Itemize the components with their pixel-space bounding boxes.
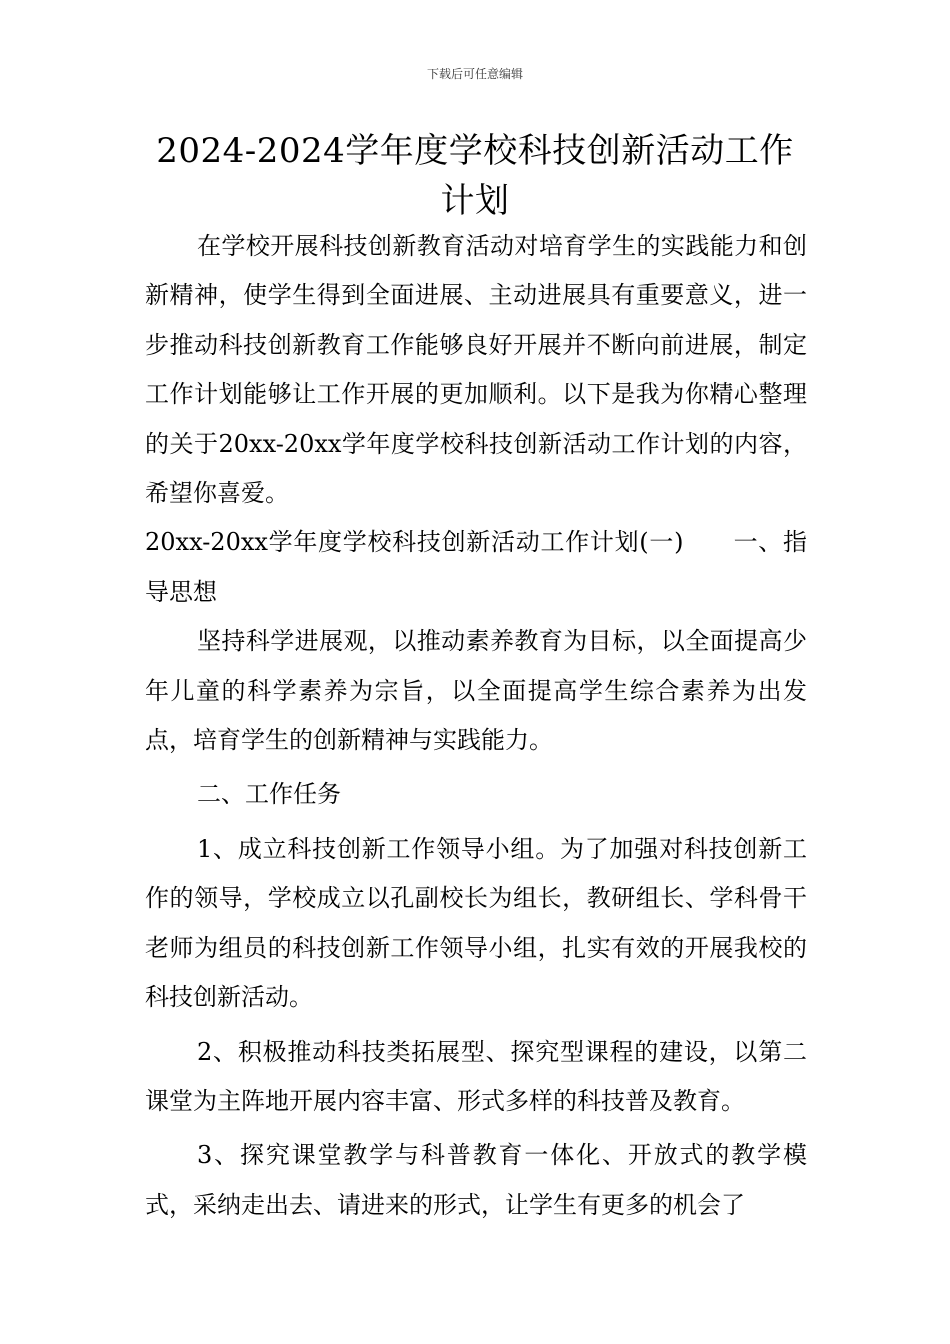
document-title: 2024-2024学年度学校科技创新活动工作计划 — [156, 131, 794, 221]
section-heading-plan-one: 20xx-20xx学年度学校科技创新活动工作计划(一) 一、指导思想 — [145, 528, 807, 606]
document-body — [145, 222, 807, 1230]
guiding-thought-paragraph: 坚持科学进展观，以推动素养教育为目标，以全面提高少年儿童的科学素养为宗旨，以全面提高学生综合素养为出发点，培育学生的创新精神与实践能力。 — [145, 627, 807, 755]
work-tasks-heading: 二、工作任务 — [197, 780, 341, 809]
page-header-note: 下载后可任意编辑 — [426, 67, 523, 81]
task-item-2: 2、积极推动科技类拓展型、探究型课程的建设，以第二课堂为主阵地开展内容丰富、形式多样的科技普及教育。 — [145, 1037, 807, 1115]
intro-paragraph: 在学校开展科技创新教育活动对培育学生的实践能力和创新精神，使学生得到全面进展、主动进展具有重要意义，进一步推动科技创新教育工作能够良好开展并不断向前进展，制定工作计划能够让工作开展的更加顺利。以下是我为你精心整理的关于20xx-20xx学年度学校科技创新活动工作计划的内容，希望你喜爱。 — [145, 232, 807, 508]
task-item-3: 3、探究课堂教学与科普教育一体化、开放式的教学模式，采纳走出去、请进来的形式，让学生有更多的机会了 — [145, 1141, 807, 1219]
task-item-1: 1、成立科技创新工作领导小组。为了加强对科技创新工作的领导，学校成立以孔副校长为组长，教研组长、学科骨干老师为组员的科技创新工作领导小组，扎实有效的开展我校的科技创新活动。 — [145, 834, 807, 1012]
